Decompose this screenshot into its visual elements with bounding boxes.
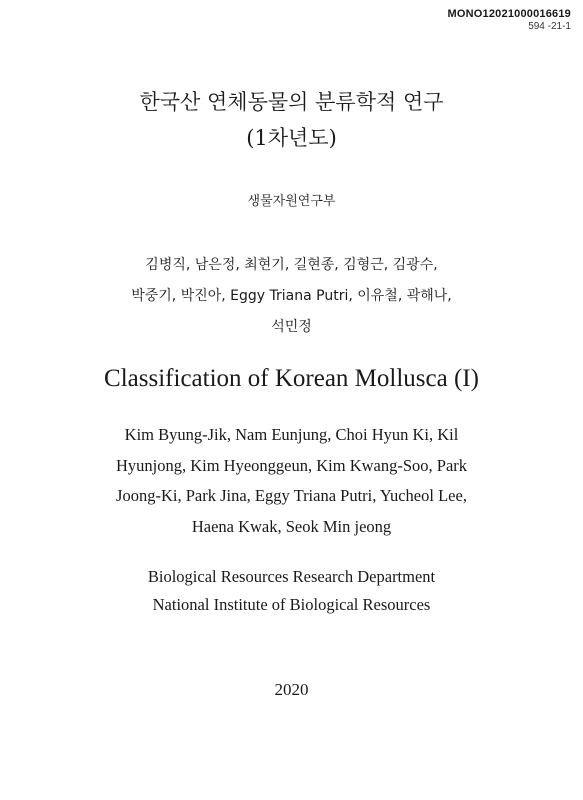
english-authors [0,420,583,542]
english-affiliation [0,563,583,619]
korean-title-line: 한국산 연체동물의 분류학적 연구 [139,90,444,114]
english-authors-line: Haena Kwak, Seok Min jeong [191,516,392,536]
korean-title-subtitle: (1차년도) [246,126,337,150]
english-authors-line: Hyunjong, Kim Hyeonggeun, Kim Kwang-Soo, Park [115,455,468,475]
english-department: Biological Resources Research Department [147,567,436,586]
korean-title [0,84,583,156]
report-sub-code: 594 -21-1 [528,21,571,32]
korean-authors-line: 김병직, 남은정, 최현기, 길현종, 김형근, 김광수, [145,257,438,273]
english-title: Classification of Korean Mollusca (I) [104,365,479,392]
korean-department: 생물자원연구부 [247,194,336,209]
korean-authors-line: 박중기, 박진아, Eggy Triana Putri, 이유철, 곽해나, [131,288,452,304]
english-authors-line: Kim Byung-Jik, Nam Eunjung, Choi Hyun Ki, Kil [124,425,459,444]
report-code-block [448,8,571,32]
report-id: MONO12021000016619 [447,8,571,20]
english-institute: National Institute of Biological Resources [152,595,431,614]
korean-authors-line: 석민정 [271,319,312,335]
english-authors-line: Joong-Ki, Park Jina, Eggy Triana Putri, Yucheol Lee, [116,486,467,505]
publication-year: 2020 [274,680,309,699]
korean-authors [0,250,583,343]
